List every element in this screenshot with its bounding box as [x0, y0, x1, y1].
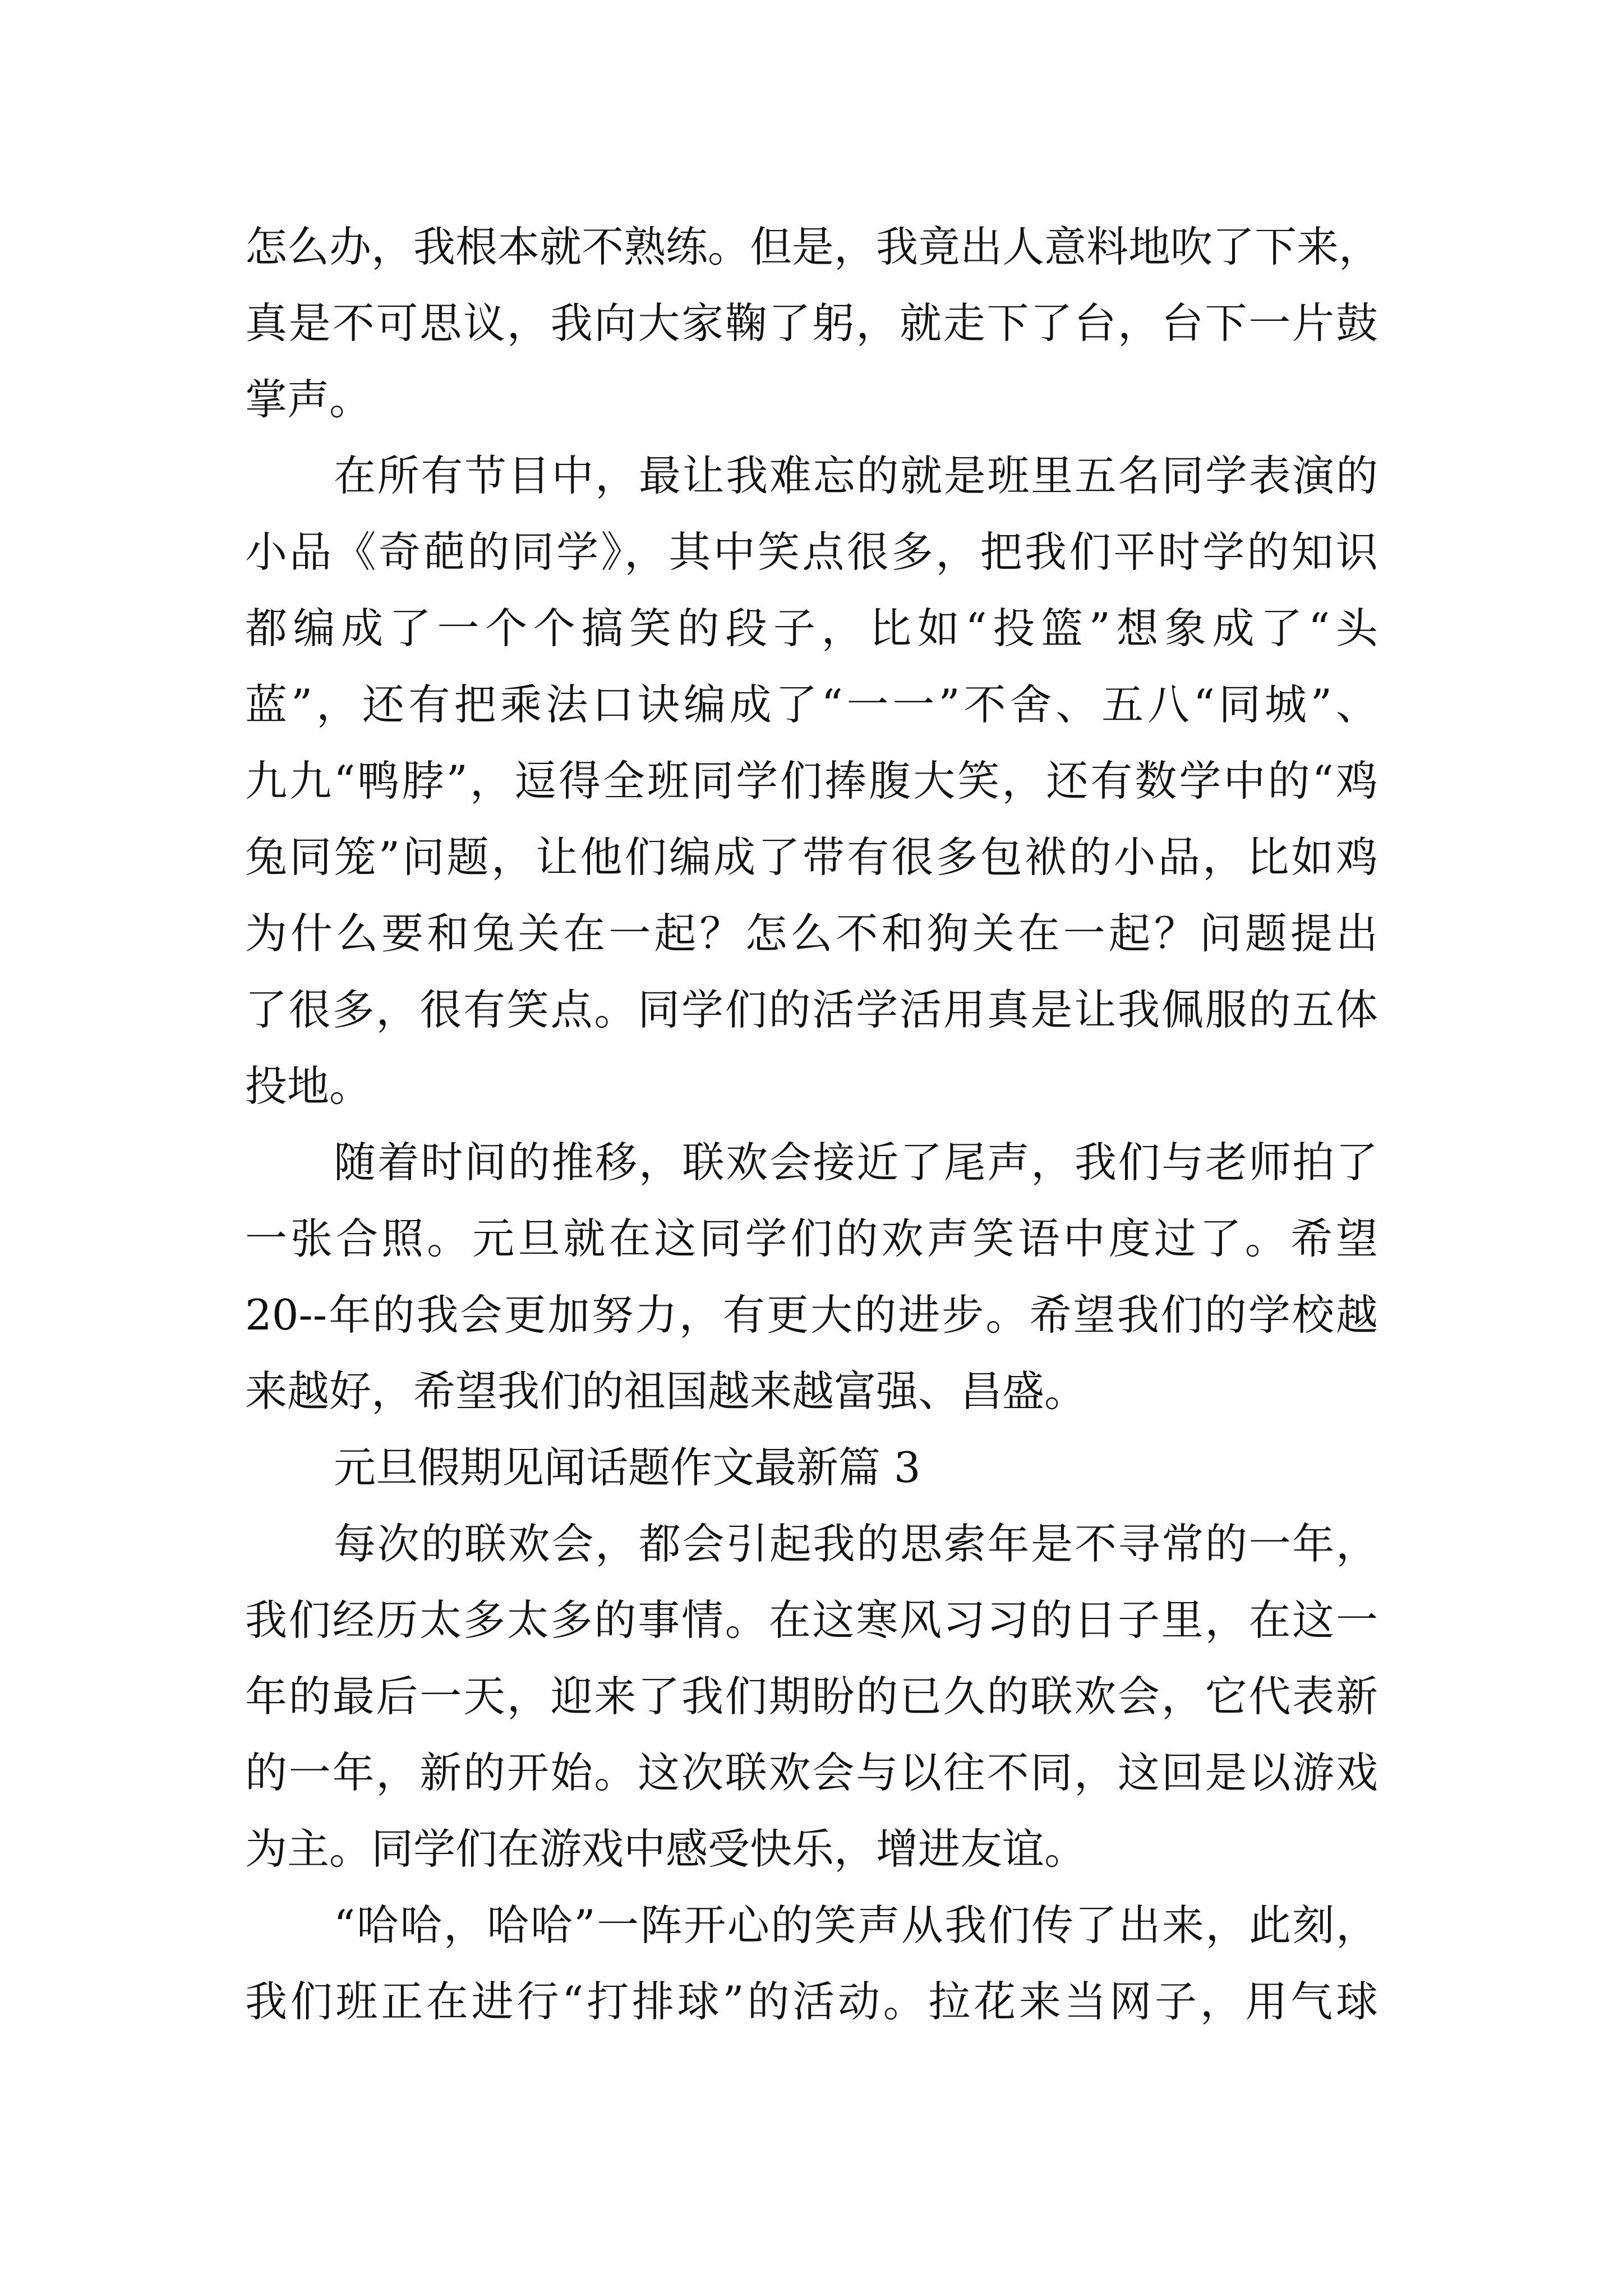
text-line: 来越好，希望我们的祖国越来越富强、昌盛。 — [245, 1366, 1087, 1416]
text-line: 怎么办，我根本就不熟练。但是，我竟出人意料地吹了下来， — [245, 222, 1381, 272]
section-heading: 元旦假期见闻话题作文最新篇 3 — [334, 1443, 921, 1492]
text-line: 投地。 — [245, 1061, 372, 1111]
paragraph-first-line: 在所有节目中，最让我难忘的就是班里五名同学表演的 — [334, 451, 1378, 500]
text-line: 蓝”，还有把乘法口诀编成了“一一”不舍、五八“同城”、 — [245, 680, 1378, 729]
paragraph-first-line: 随着时间的推移，联欢会接近了尾声，我们与老师拍了 — [334, 1138, 1378, 1187]
text-line: 为什么要和兔关在一起？怎么不和狗关在一起？问题提出 — [245, 909, 1378, 958]
text-line: 的一年，新的开始。这次联欢会与以往不同，这回是以游戏 — [245, 1748, 1378, 1797]
text-line: 我们班正在进行“打排球”的活动。拉花来当网子，用气球 — [245, 1977, 1378, 2026]
text-line: 真是不可思议，我向大家鞠了躬，就走下了台，台下一片鼓 — [245, 298, 1378, 348]
text-line: 九九“鸭脖”，逗得全班同学们捧腹大笑，还有数学中的“鸡 — [245, 756, 1378, 806]
text-line: 兔同笼”问题，让他们编成了带有很多包袱的小品，比如鸡 — [245, 832, 1378, 882]
text-line: 20--年的我会更加努力，有更大的进步。希望我们的学校越 — [245, 1290, 1378, 1340]
text-line: 为主。同学们在游戏中感受快乐，增进友谊。 — [245, 1824, 1087, 1874]
text-line: 年的最后一天，迎来了我们期盼的已久的联欢会，它代表新 — [245, 1672, 1378, 1721]
text-line: 一张合照。元旦就在这同学们的欢声笑语中度过了。希望 — [245, 1214, 1378, 1263]
text-line: 我们经历太多太多的事情。在这寒风习习的日子里，在这一 — [245, 1595, 1378, 1645]
text-line: 了很多，很有笑点。同学们的活学活用真是让我佩服的五体 — [245, 985, 1378, 1034]
paragraph-first-line: “哈哈，哈哈”一阵开心的笑声从我们传了出来，此刻， — [334, 1901, 1378, 1950]
text-line: 都编成了一个个搞笑的段子，比如“投篮”想象成了“头 — [245, 604, 1378, 653]
document-body — [245, 209, 1381, 2040]
text-line: 小品《奇葩的同学》，其中笑点很多，把我们平时学的知识 — [245, 527, 1378, 577]
paragraph-first-line: 每次的联欢会，都会引起我的思索年是不寻常的一年， — [334, 1519, 1378, 1568]
text-line: 掌声。 — [245, 375, 372, 424]
